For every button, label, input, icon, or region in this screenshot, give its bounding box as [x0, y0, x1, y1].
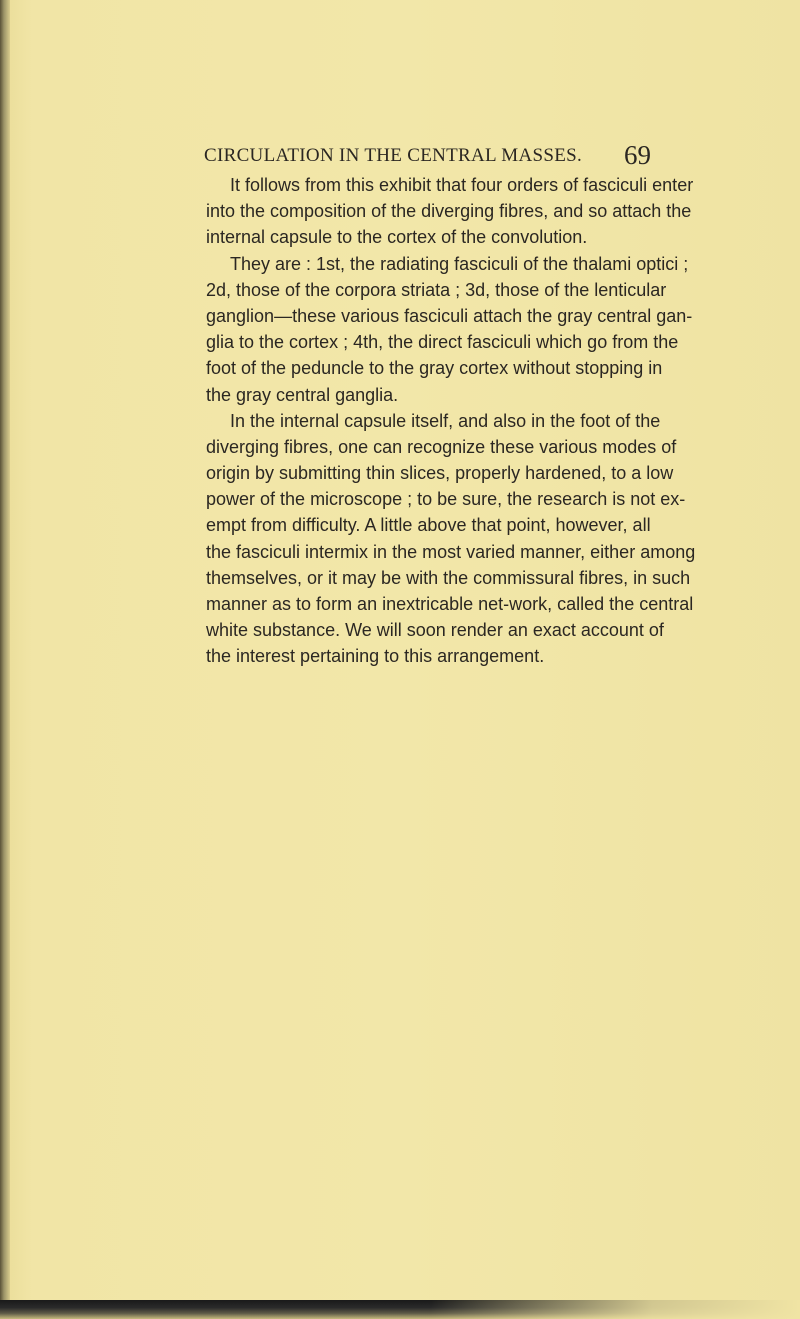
paragraph-3-line-4: power of the microscope ; to be sure, the research is not ex-: [206, 489, 686, 510]
paragraph-3-line-9: white substance. We will soon render an exact account of: [206, 620, 664, 641]
paragraph-1-line-3: internal capsule to the cortex of the convolution.: [206, 227, 588, 248]
paragraph-3-line-1: In the internal capsule itself, and also in the foot of the: [230, 410, 661, 431]
paragraph-1-line-1: It follows from this exhibit that four orders of fasciculi enter: [230, 175, 694, 195]
paragraph-3-line-2: diverging fibres, one can recognize these various modes of: [206, 436, 677, 457]
paragraph-3-line-5: empt from difficulty. A little above that point, however, all: [206, 515, 651, 536]
page-number: 69: [624, 140, 651, 170]
paragraph-3-line-3: origin by submitting thin slices, properly hardened, to a low: [206, 463, 674, 484]
paragraph-2-line-5: foot of the peduncle to the gray cortex without stopping in: [206, 358, 663, 379]
paragraph-3-line-10: the interest pertaining to this arrangement.: [206, 646, 545, 667]
paragraph-2-line-6: the gray central ganglia.: [206, 384, 399, 405]
paragraph-1-line-2: into the composition of the diverging fibres, and so attach the: [206, 201, 692, 222]
paragraph-2-line-3: ganglion—these various fasciculi attach the gray central gan-: [206, 305, 693, 326]
paragraph-2-line-1: They are : 1st, the radiating fasciculi of the thalami optici ;: [230, 253, 689, 274]
running-head-title: CIRCULATION IN THE CENTRAL MASSES.: [204, 145, 583, 166]
body-text: [206, 172, 696, 670]
paragraph-2-line-2: 2d, those of the corpora striata ; 3d, those of the lenticular: [206, 279, 667, 300]
page-bottom-edge-fade: [430, 1300, 800, 1319]
paragraph-3-line-7: themselves, or it may be with the commissural fibres, in such: [206, 567, 691, 588]
page-binding-edge: [0, 0, 10, 1319]
paragraph-3-line-6: the fasciculi intermix in the most varied manner, either among: [206, 541, 696, 562]
paragraph-2-line-4: glia to the cortex ; 4th, the direct fasciculi which go from the: [206, 332, 679, 353]
paragraph-3-line-8: manner as to form an inextricable net-work, called the central: [206, 594, 694, 614]
